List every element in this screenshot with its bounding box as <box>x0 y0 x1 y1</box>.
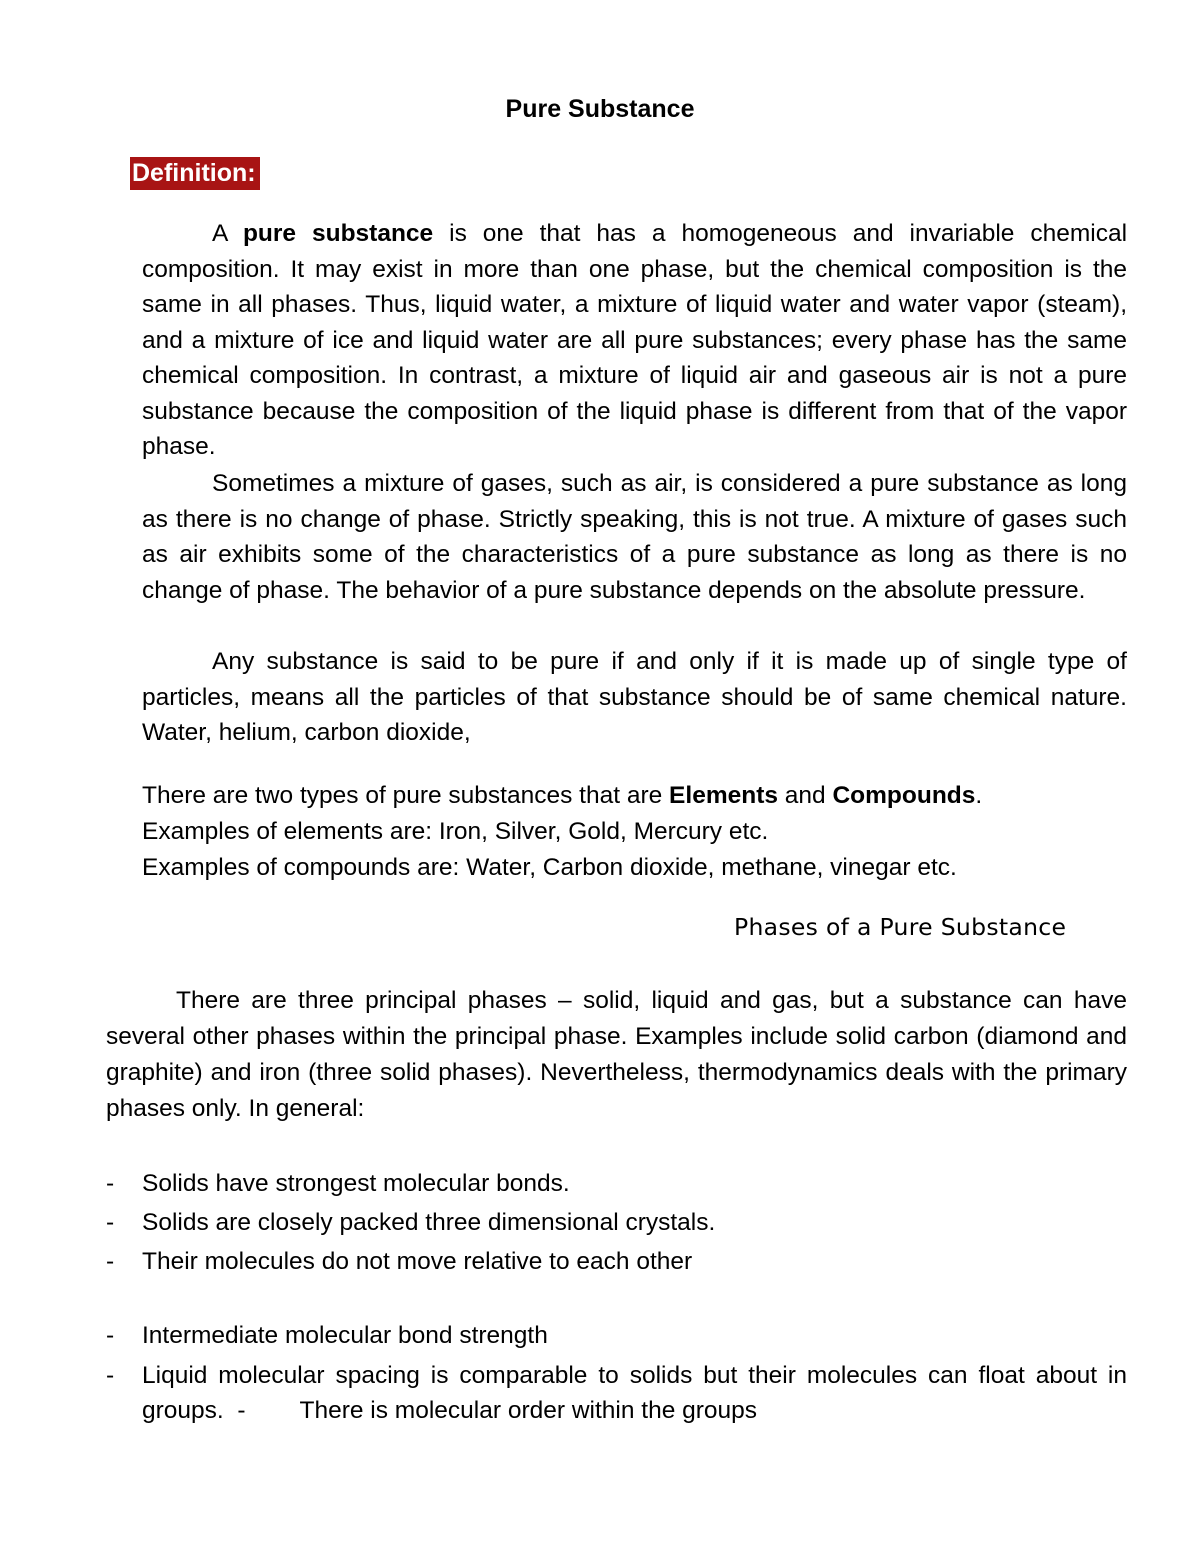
phases-heading: Phases of a Pure Substance <box>734 913 1067 941</box>
elements-examples: Examples of elements are: Iron, Silver, Gold, Mercury etc. <box>142 818 769 845</box>
bullet-dash: - <box>106 1209 115 1236</box>
pure-substance-term: pure substance <box>242 220 434 247</box>
bullet-dash: - <box>106 1170 115 1197</box>
list-item-text: Solids have strongest molecular bonds. <box>142 1170 570 1197</box>
phases-paragraph: There are three principal phases – solid, liquid and gas, but a substance can have several other phases within the principal phase. Examples include solid carbon (diamond and graphite) and iron (three solid phases). Nevertheless, thermodynamics deals with the primary phases only. In general: <box>106 987 1127 1122</box>
bullet-dash: - <box>106 1362 115 1389</box>
list-item <box>106 1166 1127 1201</box>
compounds-examples: Examples of compounds are: Water, Carbon dioxide, methane, vinegar etc. <box>142 854 957 881</box>
definition-label: Definition: <box>130 157 260 190</box>
list-item-text: Their molecules do not move relative to each other <box>142 1248 693 1275</box>
bullet-dash: - <box>106 1248 115 1275</box>
mixture-paragraph: Sometimes a mixture of gases, such as air, is considered a pure substance as long as there is no change of phase. Strictly speaking, this is not true. A mixture of gases such as air exhibits some of the characteristics of a pure substance as long as there is no change of phase. The behavior of a pure substance depends on the absolute pressure. <box>142 470 1127 604</box>
list-item <box>106 1318 1127 1353</box>
types-and: and <box>777 782 833 809</box>
pure-paragraph: Any substance is said to be pure if and only if it is made up of single type of particles, means all the particles of that substance should be of same chemical nature. Water, helium, carbon dioxide, <box>142 648 1127 746</box>
list-item-text: Solids are closely packed three dimensional crystals. <box>142 1209 716 1236</box>
list-item <box>106 1358 1134 1428</box>
types-lead: There are two types of pure substances that are <box>142 782 670 809</box>
list-item-text: Liquid molecular spacing is comparable to solids but their molecules can float about in groups. - There is molecular order within the groups <box>142 1362 1134 1424</box>
elements-term: Elements <box>669 782 778 809</box>
compounds-term: Compounds <box>832 782 976 809</box>
list-item <box>106 1205 1127 1240</box>
list-item-text: Intermediate molecular bond strength <box>142 1322 548 1349</box>
definition-paragraph <box>142 216 1127 465</box>
para1-rest: is one that has a homogeneous and invariable chemical composition. It may exist in more than one phase, but the chemical composition is the same in all phases. Thus, liquid water, a mixture of liquid water and water vapor (steam), and a mixture of ice and liquid water are all pure substances; every phase has the same chemical composition. In contrast, a mixture of liquid air and gaseous air is not a pure substance because the composition of the liquid phase is different from that of the vapor phase. <box>142 220 1128 460</box>
types-line <box>142 778 982 814</box>
bullet-dash: - <box>106 1322 115 1349</box>
para1-lead: A <box>212 220 243 247</box>
types-end: . <box>975 782 983 809</box>
list-item <box>106 1244 1127 1279</box>
page-title: Pure Substance <box>505 95 695 123</box>
